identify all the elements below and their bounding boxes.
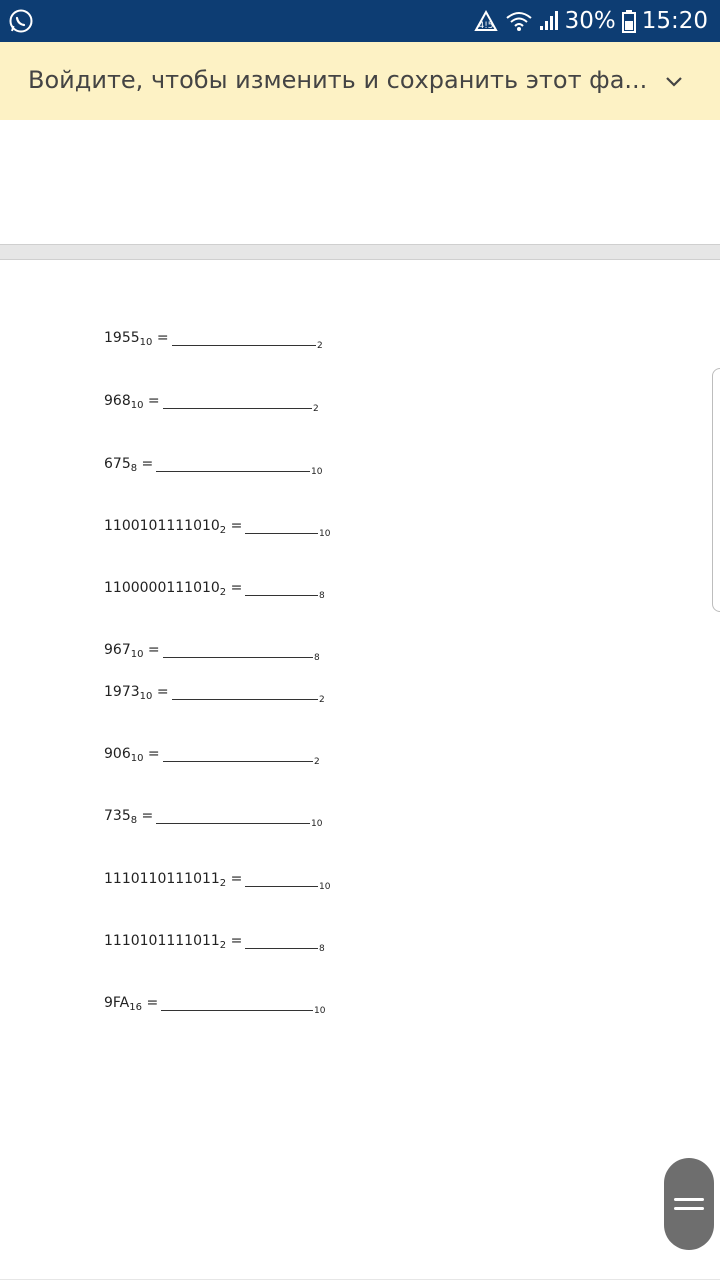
battery-percent: 30% bbox=[564, 8, 616, 34]
equation-row bbox=[104, 580, 325, 602]
equation-row bbox=[104, 995, 326, 1017]
target-base: 2 bbox=[314, 757, 320, 767]
equation-base: 2 bbox=[219, 878, 227, 889]
equation-number: 967 bbox=[104, 642, 131, 658]
target-base: 10 bbox=[314, 1006, 326, 1016]
target-base: 2 bbox=[319, 695, 325, 705]
equation-row bbox=[104, 871, 331, 893]
equation-base: 10 bbox=[130, 649, 144, 660]
whatsapp-icon bbox=[8, 8, 34, 34]
menu-icon-bar bbox=[674, 1207, 704, 1210]
wifi-icon bbox=[505, 10, 533, 32]
answer-blank bbox=[156, 823, 310, 824]
signal-icon bbox=[539, 10, 559, 32]
sign-in-banner[interactable] bbox=[0, 42, 720, 121]
warning-icon bbox=[473, 9, 499, 33]
equation-row bbox=[104, 393, 319, 415]
target-base: 8 bbox=[319, 591, 325, 601]
equation-number: 675 bbox=[104, 456, 131, 472]
equals-sign: = bbox=[143, 746, 160, 762]
equation-base: 2 bbox=[219, 587, 227, 598]
answer-blank bbox=[172, 699, 318, 700]
equals-sign: = bbox=[152, 684, 169, 700]
equals-sign: = bbox=[143, 642, 160, 658]
equals-sign: = bbox=[226, 871, 243, 887]
equals-sign: = bbox=[137, 808, 154, 824]
equation-number: 968 bbox=[104, 393, 131, 409]
target-base: 2 bbox=[313, 404, 319, 414]
equation-base: 10 bbox=[139, 691, 153, 702]
equation-row bbox=[104, 456, 323, 478]
equation-row bbox=[104, 684, 325, 706]
equals-sign: = bbox=[152, 330, 169, 346]
equation-row bbox=[104, 746, 320, 768]
equation-number: 1100101111010 bbox=[104, 518, 220, 534]
answer-blank bbox=[245, 886, 318, 887]
target-base: 8 bbox=[314, 653, 320, 663]
equation-base: 2 bbox=[219, 525, 227, 536]
equation-number: 9FA bbox=[104, 995, 130, 1011]
equation-base: 10 bbox=[130, 753, 144, 764]
svg-text:4!5: 4!5 bbox=[478, 21, 494, 31]
equation-base: 8 bbox=[130, 463, 138, 474]
equation-base: 8 bbox=[130, 815, 138, 826]
equals-sign: = bbox=[137, 456, 154, 472]
target-base: 10 bbox=[311, 467, 323, 477]
banner-message: Войдите, чтобы изменить и сохранить этот фа... bbox=[28, 66, 648, 94]
equals-sign: = bbox=[226, 933, 243, 949]
equation-number: 1110110111011 bbox=[104, 871, 220, 887]
equation-number: 1110101111011 bbox=[104, 933, 220, 949]
equation-number: 1973 bbox=[104, 684, 140, 700]
equation-base: 10 bbox=[130, 400, 144, 411]
answer-blank bbox=[245, 948, 318, 949]
equation-base: 2 bbox=[219, 940, 227, 951]
target-base: 8 bbox=[319, 944, 325, 954]
battery-icon bbox=[622, 9, 636, 33]
equation-number: 1100000111010 bbox=[104, 580, 220, 596]
target-base: 10 bbox=[319, 529, 331, 539]
status-bar bbox=[0, 0, 720, 42]
equation-row bbox=[104, 642, 320, 664]
target-base: 10 bbox=[319, 882, 331, 892]
answer-blank bbox=[245, 595, 318, 596]
clock: 15:20 bbox=[641, 8, 708, 34]
equation-number: 735 bbox=[104, 808, 131, 824]
equation-row bbox=[104, 330, 323, 352]
answer-blank bbox=[163, 408, 312, 409]
equation-row bbox=[104, 808, 323, 830]
equation-number: 906 bbox=[104, 746, 131, 762]
equation-row bbox=[104, 518, 331, 540]
answer-blank bbox=[161, 1010, 313, 1011]
answer-blank bbox=[163, 657, 313, 658]
answer-blank bbox=[245, 533, 318, 534]
answer-blank bbox=[156, 471, 310, 472]
equals-sign: = bbox=[226, 518, 243, 534]
equation-row bbox=[104, 933, 325, 955]
equation-number: 1955 bbox=[104, 330, 140, 346]
document-page-1 bbox=[0, 120, 720, 245]
equation-base: 10 bbox=[139, 337, 153, 348]
equals-sign: = bbox=[143, 393, 160, 409]
menu-button[interactable] bbox=[664, 1158, 714, 1250]
equation-base: 16 bbox=[129, 1002, 142, 1013]
side-panel-handle[interactable] bbox=[712, 368, 720, 612]
menu-icon bbox=[674, 1198, 704, 1201]
target-base: 2 bbox=[317, 341, 323, 351]
equals-sign: = bbox=[226, 580, 243, 596]
equals-sign: = bbox=[142, 995, 159, 1011]
answer-blank bbox=[163, 761, 313, 762]
answer-blank bbox=[172, 345, 316, 346]
target-base: 10 bbox=[311, 819, 323, 829]
chevron-down-icon[interactable] bbox=[664, 72, 684, 92]
